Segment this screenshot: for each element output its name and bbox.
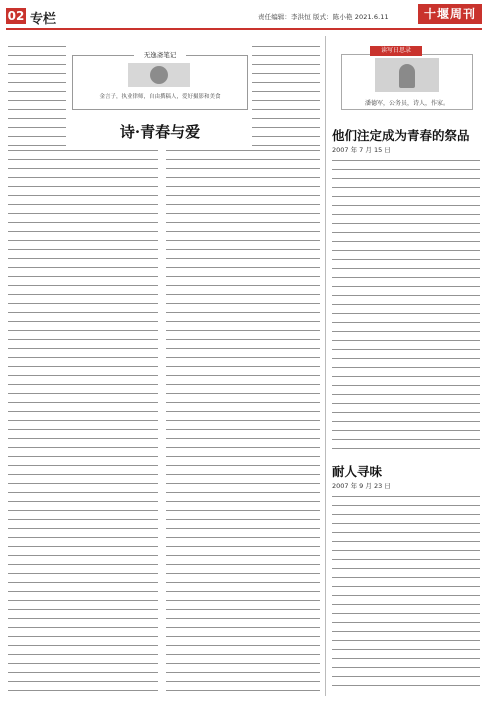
- text-column-right-2: [332, 496, 480, 694]
- page-number: 02: [7, 9, 25, 23]
- author-photo: [128, 63, 190, 87]
- column-divider: [325, 36, 326, 696]
- article-title-1: 他们注定成为青春的祭品: [332, 128, 470, 143]
- text-column-right-1: [332, 160, 480, 450]
- article-title-2: 耐人寻味: [332, 464, 383, 479]
- page-header: [0, 0, 488, 30]
- editor-credits: 责任编辑：李洪恒 版式：陈小艳 2021.6.11: [258, 13, 389, 21]
- text-column-left-a: [8, 150, 158, 692]
- columnist-caption: 潘德军，公务员，诗人，作家。: [364, 100, 449, 107]
- section-name: 专栏: [30, 12, 57, 27]
- text-column-left-b: [166, 150, 320, 692]
- author-bio: 金言子，执业律师，自由撰稿人，爱好摄影和美食: [99, 94, 221, 100]
- author-box-label: 无逸斋笔记: [134, 50, 186, 60]
- article-date-1: 2007 年 7 月 15 日: [332, 146, 391, 154]
- article-date-2: 2007 年 9 月 23 日: [332, 482, 391, 490]
- masthead-logo: 十堰周刊: [418, 4, 482, 24]
- article-title: 诗·青春与爱: [119, 123, 201, 141]
- column-tag: 读写日思录: [370, 46, 422, 56]
- text-column-left-2-top: [252, 46, 320, 146]
- header-rule: [6, 28, 482, 30]
- columnist-photo: [375, 58, 439, 92]
- text-column-left-1-top: [8, 46, 66, 146]
